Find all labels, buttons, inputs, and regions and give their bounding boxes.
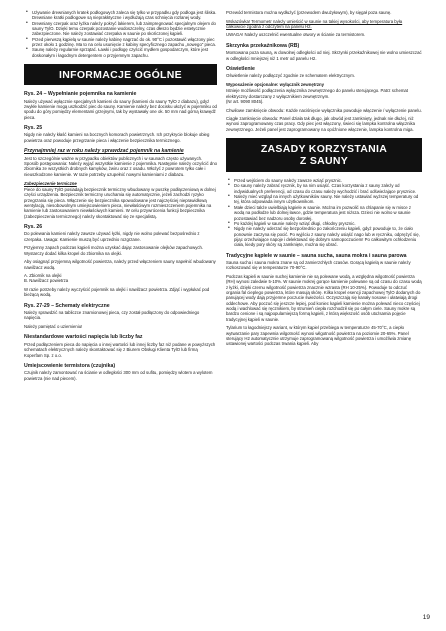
- legend-a: A. Zbiornik na olejki: [24, 273, 62, 279]
- paragraph-continuous-closure: Ciągłe zamknięcie obwodu: Panel działa tak długo, jak obwód jest zamknięty, jednak nie dłużej, niż wynosi zaprogramowany czas pracy. Gdy piec jest włączony, świeci się lampka kontrolna włącznika zewnętrznego. Jeżeli panel jest zaprogramowany na opóźnione włączenie, lampka kontrolna miga.: [226, 116, 415, 132]
- list-item: • Przed pierwszą kąpielą w saunie należy kabinę nagrzać do ok. 90°C i pozostawić włączony piec przez około 1 godzinę. Ma to na celu usunięcie z kabiny specyficznego zapachu „nowego” pieca.: [32, 37, 217, 48]
- paragraph-rys27-29: Należy sprawdzić na tabliczce znamionowej pieca, czy został podłączony do odpowiedniego napięcia.: [24, 310, 200, 321]
- heading-stone-container-check: [24, 148, 217, 154]
- paragraph-dry-wet-sauna: Podczas kąpieli w saunie suchej kamienie nie są polewane wodą, a względna wilgotność powietrza (RH) wynosi zaledwie 5-10%. W saunie mokrej gorące kamienie polewane są od czasu do czasu wodą z łyżki, dzięki czemu wilgotność powietrza znacznie wzrasta (RH 10-25%). Powoduje to odczuć organia fal cieplego powietrza, które masują skórę. Kilka kropel esencji zapachowej TylO dodanych do panującej wody dają przyjemne poczucie świeżości. Oczyszczają się kanały nosowe i ułatwiają drogi oddechowe. Aby poczuć się jeszcze lepiej, pod koniec kąpieli kamienie można polewać nieco częściej wodą i wachlować się ręcznikiem, by strumień ciepła rozchodził się po całym ciele. Sauny mokre są bardzo cenione i są najpopularniejszą formą kąpieli, z którą większość osób utożsamia pojęcie tradycyjnej kąpieli w saunie.: [226, 273, 422, 322]
- list-item: • Drewniany czerpak oraz łyżka należy pokryć lakierem, lub zaimpregnować specjalnym olejem do sauny TylO. Dzięki temu czerpak pozostanie wodoszczelny, czas dłeszo będzie estetycznie zabezpieczone. Nie należy zostawiać czerpaka w saunie po skończonej kąpieli.: [32, 21, 217, 37]
- list-item: • Nigdy nie należy uderzać się bezpośrednio po zakończeniu kąpieli, gdyż powoduje to, że ciało ponownie zaczyna się pocić. Po wyjściu z sauny należy usiąść nago lub w ręczniku, odprężyć się, pijąc orzeźwiające napoje i delektować się dobrym samopoczuciem! Po całkowitym ochłodzeniu ciała, kiedy pory skóry są zamknięte, można się ubrać.: [234, 226, 422, 247]
- list-item: • Przed wejściem do sauny należy zawsze wziąć prysznic.: [234, 178, 422, 183]
- list-item: • Używanie drewnianych kratek podłogowych zaleca się tylko w przypadku gdy podłoga jest śliska. Drewniane kratki podłogowe są nieprakktyczne i wydłużają czas schnięcia rozlanej wody.: [32, 10, 217, 21]
- paragraph-seal-warning: UWAGA! Należy uszczelnić ewentualne otwory w ścianie za termistorem.: [226, 32, 366, 38]
- paragraph-grounding: Należy pamiętać o uziemieniu!: [24, 324, 83, 329]
- section-banner-sauna-rules: [226, 138, 422, 172]
- list-item: • Należy mieć wzgląd na innych użytkowników sauny. Nie należy ustawiać wyższej temperatury od tej, która odpowiada innym użytkownikom.: [234, 194, 422, 205]
- heading-external-switch: Wyposażenie opcjonalne: wyłącznik zewnętrzny: [226, 81, 325, 87]
- paragraph-stone-container: Jest to szczególnie ważne w przypadku obiektów publicznych i w saunach często używanych. Sposób postępowania: Należy wyjąć wszystkie kamienie z pojemnika. Następnie należy oczyścić dno zbiornika ze wszystkich drobnych kamyków, żwiru oraz z osadu. Włożyć z powrotem tylko całe i nieuszkodzone kamienie. W razie potrzeby uzupełnić nowymi kamieniami z diabazu.: [24, 155, 217, 177]
- paragraph-nonstandard-voltage: Przed podłączeniem pieca do napięcia o innej wartości lub innej liczby faz niż podane w powyższych schematach elektrycznych należy skontaktować się z Biurem Obsługi Klienta TylO lub firmą Koperfam Sp. z o.o.: [24, 341, 216, 358]
- heading-nonstandard-voltage: Niestandardowe wartości napięcia lub liczby faz: [24, 334, 143, 341]
- heading-rys25: Rys. 25: [24, 124, 43, 131]
- list-item: • Po każdej kąpieli w saunie należy wziąć długi, chłodny prysznic.: [234, 221, 422, 226]
- heading-relay-box: Skrzynka przekaźnikowa (RB): [226, 42, 300, 49]
- heading-thermal-protection: Zabezpieczenie termiczne: [24, 181, 77, 187]
- heading-rys27-29: Rys. 27-29 – Schematy elektryczne: [24, 302, 110, 309]
- paragraph-rys26: Do polewania kamieni należy zawsze używać łyżki, nigdy nie wolno polewać bezpośrednio z czerpaka. Uwaga: Kamienie muszą być uprzednio rozgrzane.: [24, 231, 200, 242]
- intro-bullet-list: [24, 10, 217, 58]
- paragraph-article-number: (Nr art. 9090 8045).: [226, 99, 264, 104]
- banner-line-2: Z SAUNY: [299, 155, 349, 168]
- paragraph-external-switch: Istnieje możliwość podłączenia wyłącznika zewnętrznego do panelu sterującego. Patrz schemat elektryczny dostarczany z wyłącznikiem zewnętrznym.: [226, 88, 408, 99]
- list-item: • Do sauny należy zabrać ręcznik, by na nim usiąść. Czas korzystania z sauny zależy od indywidualnych preferencji, od czasu do czasu należy wychodzić i brać odświeżające prysznice.: [234, 183, 422, 194]
- banner-line-1: ZASADY KORZYSTANIA: [260, 143, 388, 156]
- paragraph-thermometer-tip: Wskazówka! Termometr należy umieścić w saunie na takiej wysokości, aby temperatura była całkowicie zgodna z odczytem na panelu H2.: [226, 18, 403, 29]
- paragraph-rys26-humidifier: Aby osiągnąć przyjemną wilgotność powietrza, należy przed włączeniem sauny napełnić wbudowany nawilżacz wodą.: [24, 259, 216, 270]
- paragraph-momentary-closure: Chwilowe zamknięcie obwodu: Każde naciśnięcie wyłącznika powoduje włączenie / wyłączenie panelu.: [226, 107, 422, 113]
- left-column: [24, 10, 217, 384]
- heading-rys26: Rys. 26: [24, 223, 43, 230]
- list-item: • Małe dzieci także uwielbiają kąpiele w saunie. Można im pozwolić na chlapanie się w misce z wodą na podłodze lub dolnej ławce, gdzie temperatura jest niższa. Dzieci nie wolno w saunie pozostawiać bez nadzoru osoby dorosłej.: [234, 205, 422, 221]
- legend-b: B. Nawilżacz powietrza: [24, 278, 69, 284]
- right-column: [226, 10, 422, 350]
- heading-thermistor-position: Umiejscowienie termistora (czujnika): [24, 362, 116, 369]
- list-item: • Saunę należy regularnie sprzątać. Ławki i podłogę czyścić mydłem gospodarczym, które jest doskonałym i łagodnym detergentem o przyjemnym zapachu.: [32, 47, 217, 58]
- page-number: 19: [422, 614, 430, 621]
- heading-text: Przynajmniej raz w roku należy sprawdzać pojemnik na kamienie: [24, 148, 184, 155]
- heading-rys24: Rys. 24 – Wypełnianie pojemnika na kamienie: [24, 91, 137, 98]
- paragraph-thermal-protection: Piece do sauny TylO posiadają bezpiecznik termiczny wbudowany w puszkę podłączeniową w dolnej części urządzenia. Bezpiecznik termiczny uruchamia się automatycznie, jeżeli zachodzi ryzyko przegrzania się pieca. Włączenie się bezpiecznika spowodowane jest najczęściej nieprawidłową wentylacją, niesobowolnym umiejscowieniem pieca, niewłaściwym rozmieszczeniem pojemnika na kamienie lub zastosowaniem niewłaściwych kamieni. W celu przywrócenia funkcji bezpiecznika (zabezpieczenia termicznego) należy skontaktować się ze specjalistą.: [24, 186, 216, 219]
- paragraph-thermistor-position: Czujnik należy zamontować na ścianie w odległości 300 mm od sufitu, pomiędzy wlotem a wylotem powietrza (nie nad piecem).: [24, 370, 213, 381]
- paragraph-rys24: Należy używać wyłącznie specjalnych kamieni do sauny (kamieni do sauny TylO z diabazu), gdyż zwykłe kamienie mogą uszkodzić piec do sauny. Kamienie należy bez docisku ułożyć w pojemniku od spodu do góry pomiędzy elementami grzejnymi, tak by wystawały one ok. 50 mm nad górną krawędź pieca.: [24, 98, 217, 120]
- section-banner-general-info: INFORMACJE OGÓLNE: [24, 64, 217, 85]
- paragraph-rys26-oils: Przyjemny zapach podczas kąpieli można uzyskać dając zastosowanie olejków zapachowych. Wystarczy dodać kilka kropel do zbiornika na olejki.: [24, 245, 204, 256]
- paragraph-thermistor-cable: Przewód termistora można wydłużyć (przewodem dwużyłowym), by sięgał poza saunę.: [226, 10, 392, 15]
- paragraph-relay-box: Montowana poza sauną, w dowolnej odległości od niej. Skrzynki przekaźnikowej nie wolno umieszczać w odległości mniejszej niż 1 metr od panelu H2.: [226, 50, 422, 61]
- paragraph-tylarium: Tylarium to łagodniejszy wariant, w którym kąpiel przebiega w temperaturze 45-70°C, a ciepło wytwarzanie pary zapewnia wilgotność wynosi wilgotność powietrza na poziomie 20-65%. Panel sterujący H2 automatycznie utrzymuje zaprogramowaną wilgotność powietrza i umożliwia zmianę ustawionej wartości podczas trwania kąpieli. Aby: [226, 325, 412, 347]
- paragraph-rys25: Nigdy nie należy kłaść kamieni na bocznych komorach powietrznych. Ich przykrycie blokuje obieg powietrza oraz powoduje przegrzanie pieca i włączenie bezpiecznika termicznego.: [24, 132, 210, 143]
- paragraph-lighting: Oświetlenie należy podłączyć zgodnie ze schematem elektrycznym.: [226, 73, 355, 79]
- heading-lighting: Oświetlenie: [226, 65, 255, 72]
- heading-traditional-sauna: Tradycyjne kąpiele w saunie – sauna sucha, sauna mokra i sauna parowa: [226, 252, 407, 259]
- paragraph-rys26-cleaning: W razie potrzeby należy wyczyścić pojemnik na olejki i nawilżacz powietrza. Zdjąć i wypłukać pod bieżącą wodą.: [24, 286, 210, 298]
- rules-bullet-list: [226, 178, 422, 247]
- paragraph-traditional-sauna: Sauna sucha i sauna mokra znane są od zamierzchłych czasów. Gorącą kąpielą w saunie należy rozkoszować się w temperaturze 70-90°C.: [226, 260, 411, 271]
